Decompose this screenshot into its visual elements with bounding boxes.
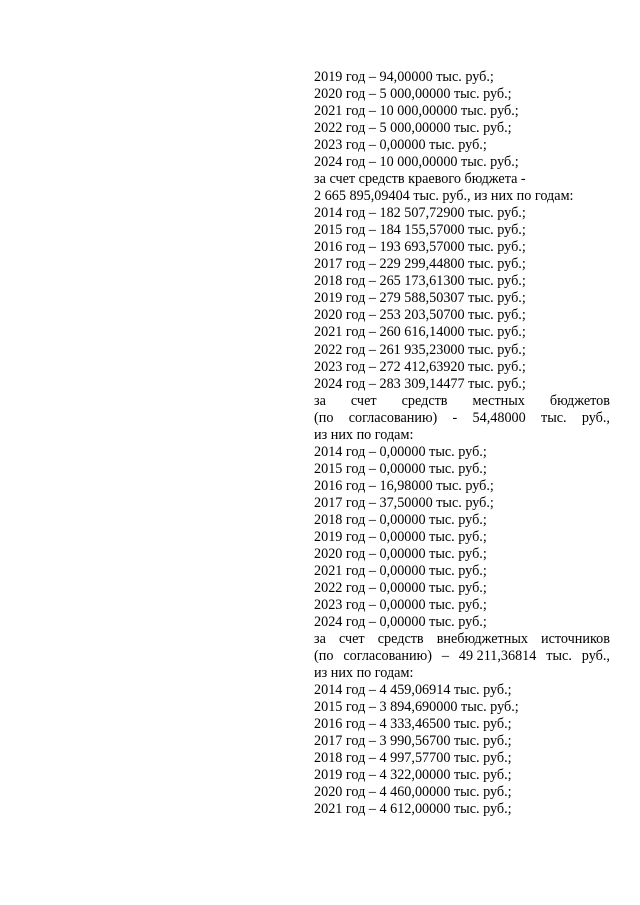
text-line: 2018 год – 0,00000 тыс. руб.; xyxy=(314,511,487,528)
word: 49 211,36814 xyxy=(458,648,537,665)
text-line: 2024 год – 0,00000 тыс. руб.; xyxy=(314,614,487,630)
word: согласованию) xyxy=(343,648,432,665)
text-line: 2017 год – 3 990,56700 тыс. руб.; xyxy=(314,733,512,750)
text-line: 2017 год – 37,50000 тыс. руб.; xyxy=(314,494,494,511)
word: (по xyxy=(314,648,334,665)
text-line: 2015 год – 0,00000 тыс. руб.; xyxy=(314,460,487,477)
local-budget-heading-line1 xyxy=(314,393,610,410)
text-line: 2014 год – 0,00000 тыс. руб.; xyxy=(314,443,487,460)
word: средств xyxy=(377,631,424,648)
text-line: 2016 год – 193 693,57000 тыс. руб.; xyxy=(314,239,526,256)
text-line: 2024 год – 283 309,14477 тыс. руб.; xyxy=(314,375,526,392)
text-line: 2014 год – 182 507,72900 тыс. руб.; xyxy=(314,205,526,222)
word: тыс. xyxy=(541,409,567,426)
word: за xyxy=(314,392,326,409)
regional-budget-heading: за счет средств краевого бюджета - xyxy=(314,171,526,188)
text-line: 2020 год – 253 203,50700 тыс. руб.; xyxy=(314,307,526,324)
word: источников xyxy=(541,631,610,648)
text-line: 2015 год – 3 894,690000 тыс. руб.; xyxy=(314,699,519,716)
text-line: 2021 год – 260 616,14000 тыс. руб.; xyxy=(314,324,526,341)
word: согласованию) xyxy=(348,409,438,426)
word: руб., xyxy=(581,409,610,426)
text-line: 2016 год – 16,98000 тыс. руб.; xyxy=(314,477,494,494)
funding-text-block xyxy=(314,69,610,818)
extrabudgetary-heading-line2 xyxy=(314,648,610,665)
word: руб., xyxy=(581,648,610,665)
text-line: 2020 год – 4 460,00000 тыс. руб.; xyxy=(314,784,512,801)
text-line: 2022 год – 0,00000 тыс. руб.; xyxy=(314,579,487,596)
text-line: 2018 год – 4 997,57700 тыс. руб.; xyxy=(314,750,512,767)
text-line: 2020 год – 5 000,00000 тыс. руб.; xyxy=(314,86,512,103)
text-line: 2017 год – 229 299,44800 тыс. руб.; xyxy=(314,256,526,273)
text-line: 2021 год – 4 612,00000 тыс. руб.; xyxy=(314,801,512,818)
text-line: 2019 год – 0,00000 тыс. руб.; xyxy=(314,528,487,545)
word: тыс. xyxy=(546,648,572,665)
text-line: 2021 год – 0,00000 тыс. руб.; xyxy=(314,562,487,579)
word: за xyxy=(314,631,326,648)
text-line: 2015 год – 184 155,57000 тыс. руб.; xyxy=(314,222,526,239)
word: - xyxy=(452,409,458,426)
regional-budget-total: 2 665 895,09404 тыс. руб., из них по годам: xyxy=(314,188,574,205)
word: 54,48000 xyxy=(472,409,526,426)
text-line: 2019 год – 279 588,50307 тыс. руб.; xyxy=(314,290,526,307)
text-line: 2016 год – 4 333,46500 тыс. руб.; xyxy=(314,716,512,733)
extrabudgetary-heading-line1 xyxy=(314,631,610,648)
text-line: 2021 год – 10 000,00000 тыс. руб.; xyxy=(314,103,519,120)
text-line: 2022 год – 261 935,23000 тыс. руб.; xyxy=(314,341,526,358)
local-budget-heading-line3: из них по годам: xyxy=(314,426,414,443)
text-line: 2018 год – 265 173,61300 тыс. руб.; xyxy=(314,273,526,290)
text-line: 2019 год – 4 322,00000 тыс. руб.; xyxy=(314,767,512,784)
word: бюджетов xyxy=(549,392,610,409)
extrabudgetary-heading-line3: из них по годам: xyxy=(314,665,414,682)
text-line: 2019 год – 94,00000 тыс. руб.; xyxy=(314,69,494,85)
word: – xyxy=(441,648,449,665)
word: счет xyxy=(350,392,377,409)
text-line: 2023 год – 272 412,63920 тыс. руб.; xyxy=(314,358,526,375)
text-line: 2022 год – 5 000,00000 тыс. руб.; xyxy=(314,120,512,137)
word: счет xyxy=(338,631,365,648)
text-line: 2023 год – 0,00000 тыс. руб.; xyxy=(314,137,487,154)
text-line: 2020 год – 0,00000 тыс. руб.; xyxy=(314,545,487,562)
word: средств xyxy=(401,392,448,409)
word: (по xyxy=(314,409,334,426)
text-line: 2023 год – 0,00000 тыс. руб.; xyxy=(314,596,487,613)
word: местных xyxy=(472,392,525,409)
text-line: 2014 год – 4 459,06914 тыс. руб.; xyxy=(314,682,512,699)
text-line: 2024 год – 10 000,00000 тыс. руб.; xyxy=(314,154,519,171)
local-budget-heading-line2 xyxy=(314,410,610,427)
word: внебюджетных xyxy=(436,631,528,648)
